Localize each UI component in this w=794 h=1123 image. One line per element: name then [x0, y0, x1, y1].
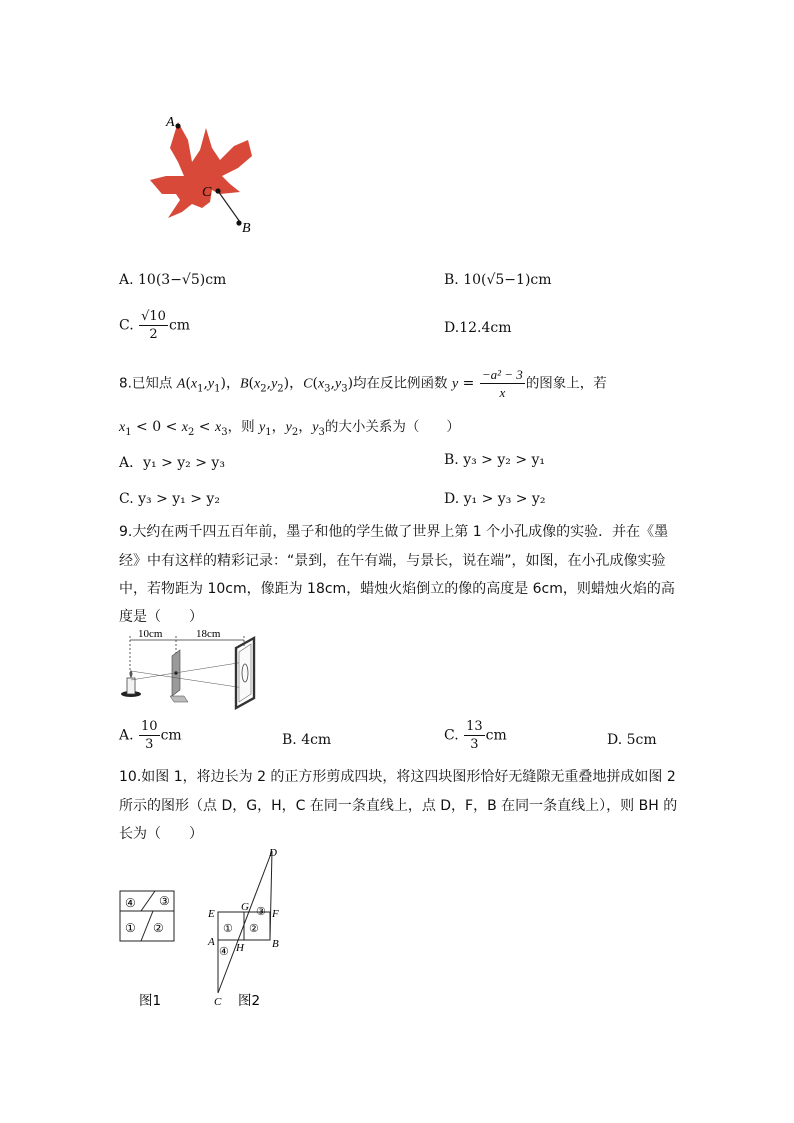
q9-c-den: 3: [470, 737, 479, 752]
candle-body: [127, 678, 135, 694]
fig1-piece-1: ①: [125, 921, 136, 935]
q7-c-unit: cm: [168, 317, 191, 334]
q9-line4: 度是（ ）: [119, 609, 203, 625]
pinhole-diagram: [118, 626, 268, 712]
line-dgc: [218, 851, 272, 993]
q7-option-c: [119, 310, 190, 341]
q9-c-num: 13: [466, 719, 483, 734]
fig1-piece-3: ③: [159, 894, 170, 908]
fig2-piece-3: ③: [256, 906, 266, 918]
fig2-label-f: F: [272, 908, 279, 920]
q9-line1: 9.大约在两千四五百年前，墨子和他的学生做了世界上第 1 个小孔成像的实验．并在《墨: [119, 524, 669, 540]
fig2-label-e: E: [208, 908, 215, 920]
fig2-caption: 图2: [238, 993, 261, 1009]
q7-c-fraction: [139, 310, 168, 341]
point-b: [236, 220, 241, 225]
q8-graph-text: 的图象上，若: [525, 375, 607, 392]
q9-a-fraction: [139, 720, 160, 751]
q8-intro: 8.已知点: [119, 375, 173, 392]
q8-option-a: A．y₁ > y₂ > y₃: [119, 455, 225, 471]
fig1-piece-2: ②: [153, 921, 164, 935]
q8-relation-tail: 的大小关系为（ ）: [324, 419, 460, 435]
maple-leaf: [150, 122, 252, 218]
dimension-18cm: 18cm: [196, 628, 221, 640]
q9-option-b: B. 4cm: [282, 732, 332, 748]
q9-c-unit: cm: [485, 727, 507, 744]
q8-in-func: 均在反比例函数: [353, 375, 448, 392]
q7-d-text: 12.4cm: [459, 320, 512, 336]
q7-c-num: √10: [141, 309, 166, 324]
q8-func-num: −a² − 3: [481, 367, 523, 382]
fig2-label-d: D: [269, 847, 277, 859]
maple-leaf-figure: [140, 110, 270, 240]
q10-line3: 长为（ ）: [119, 826, 203, 842]
point-c: [215, 188, 220, 193]
q10-line1: 10.如图 1，将边长为 2 的正方形剪成四块，将这四块图形恰好无缝隙无重叠地拼成如图 2: [119, 769, 676, 785]
q8-option-b: B. y₃ > y₂ > y₁: [444, 452, 546, 468]
q8-stem-line1: 8.已知点 $A(x_1,y_1)$，$B(x_2,y_2)$，$C(x_3,y_3)$均在反比例函数 y = $\frac{\text{−a² − 3}}{x}$ 的图象上，若: [119, 367, 607, 400]
fig2-label-b: B: [272, 938, 279, 950]
q9-option-d: D. 5cm: [607, 732, 657, 748]
q9-a-den: 3: [145, 737, 154, 752]
barrier-stand: [170, 696, 188, 702]
fig2-label-h: H: [236, 942, 244, 954]
q7-a-expr: 10(3−√5)cm: [138, 272, 227, 288]
q7-option-b: [444, 272, 552, 288]
q8-stem-line2: $x_1 < 0 < x_2 < x_3$，则 $y_1$，$y_2$，$y_3$的大小关系为（ ）: [119, 419, 460, 438]
q7-c-label: C.: [119, 317, 134, 334]
q7-option-a: [119, 272, 226, 288]
fig2-label-a: A: [208, 936, 215, 948]
label-c: C: [202, 185, 212, 200]
q7-a-label: A.: [119, 272, 134, 288]
q8-option-c: C. y₃ > y₁ > y₂: [119, 491, 220, 507]
q9-a-unit: cm: [160, 727, 182, 744]
q9-option-a: [119, 720, 182, 751]
dimension-10cm: 10cm: [138, 628, 163, 640]
q9-c-fraction: [464, 720, 485, 751]
q7-d-label: D.: [444, 320, 460, 336]
q7-b-expr: 10(√5−1)cm: [463, 272, 552, 288]
fig2-label-c: C: [214, 996, 222, 1008]
q8-function-fraction: [480, 368, 525, 399]
q8-func-den: x: [499, 385, 506, 400]
q9-option-c: [444, 720, 507, 751]
fig2-piece-4: ④: [219, 946, 229, 958]
point-a: [175, 123, 180, 128]
q7-option-d: [444, 320, 511, 336]
q7-c-den: 2: [149, 327, 158, 342]
label-a: A: [166, 115, 175, 130]
q9-line2: 经》中有这样的精彩记录：“景到，在午有端，与景长，说在端”，如图，在小孔成像实验: [119, 553, 666, 569]
figure-1: [115, 885, 185, 1010]
q9-a-num: 10: [141, 719, 158, 734]
fig1-piece-4: ④: [125, 896, 136, 910]
fig2-piece-2: ②: [249, 923, 259, 935]
q7-b-label: B.: [444, 272, 459, 288]
fig2-piece-1: ①: [223, 923, 233, 935]
q9-line3: 中，若物距为 10cm，像距为 18cm，蜡烛火焰倒立的像的高度是 6cm，则蜡烛火焰的高: [119, 581, 675, 597]
fig1-caption: 图1: [139, 993, 162, 1009]
q9-a-label: A.: [119, 727, 134, 744]
q8-option-d: D. y₁ > y₃ > y₂: [444, 491, 546, 507]
q9-c-label: C.: [444, 727, 459, 744]
figure-2: [200, 845, 295, 1015]
q10-line2: 所示的图形（点 D，G，H，C 在同一条直线上，点 D，F，B 在同一条直线上），则 BH 的: [119, 798, 678, 814]
label-b: B: [242, 221, 251, 236]
stem-line: [218, 191, 240, 222]
q8-cond-tail: ，则: [227, 419, 255, 435]
fig2-label-g: G: [241, 901, 249, 913]
